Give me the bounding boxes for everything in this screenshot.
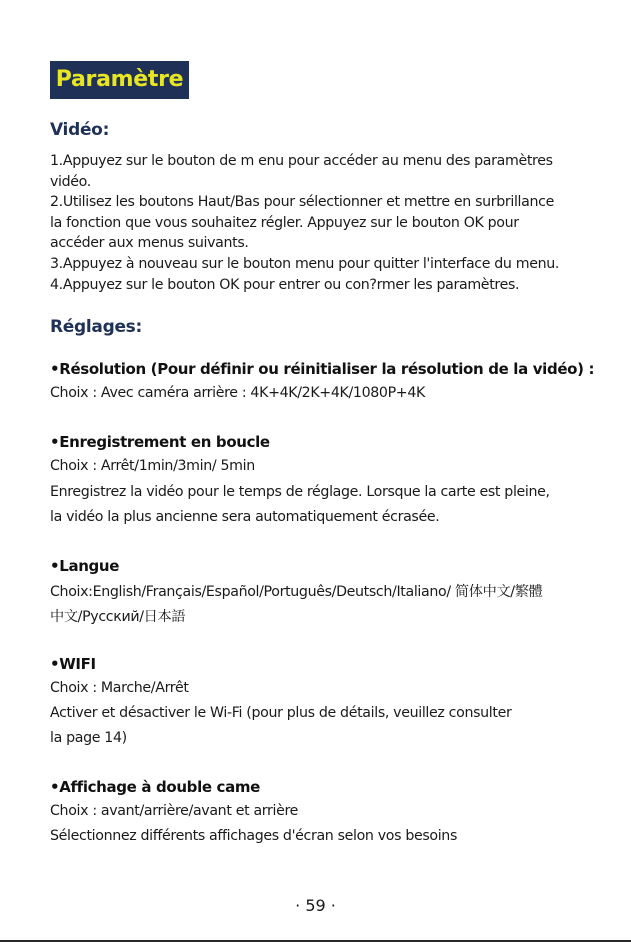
language-title: •Langue bbox=[50, 557, 120, 575]
video-line: vidéo. bbox=[50, 174, 91, 190]
video-line: accéder aux menus suivants. bbox=[50, 235, 249, 251]
language-choices: Choix:English/Français/Español/Português/Deutsch/Italiano/ 简体中文/繁體 bbox=[50, 584, 543, 600]
wifi-desc: la page 14) bbox=[50, 730, 127, 746]
loop-recording-desc: la vidéo la plus ancienne sera automatiquement écrasée. bbox=[50, 509, 440, 525]
wifi-title: •WIFI bbox=[50, 655, 96, 673]
loop-recording-choices: Choix : Arrêt/1min/3min/ 5min bbox=[50, 458, 255, 474]
video-line: la fonction que vous souhaitez régler. Appuyez sur le bouton OK pour bbox=[50, 215, 519, 231]
video-line: 3.Appuyez à nouveau sur le bouton menu pour quitter l'interface du menu. bbox=[50, 256, 560, 272]
page-title-banner: Paramètre bbox=[50, 61, 189, 99]
resolution-title: •Résolution (Pour définir ou réinitialiser la résolution de la vidéo) : bbox=[50, 360, 595, 378]
video-line: 4.Appuyez sur le bouton OK pour entrer ou con?rmer les paramètres. bbox=[50, 277, 520, 293]
wifi-desc: Activer et désactiver le Wi-Fi (pour plus de détails, veuillez consulter bbox=[50, 705, 512, 721]
page-number: · 59 · bbox=[295, 896, 336, 915]
video-line: 1.Appuyez sur le bouton de m enu pour accéder au menu des paramètres bbox=[50, 153, 553, 169]
resolution-choices: Choix : Avec caméra arrière : 4K+4K/2K+4K/1080P+4K bbox=[50, 385, 425, 401]
settings-heading: Réglages: bbox=[50, 317, 143, 337]
video-line: 2.Utilisez les boutons Haut/Bas pour sélectionner et mettre en surbrillance bbox=[50, 194, 554, 210]
dual-display-title: •Affichage à double came bbox=[50, 778, 260, 796]
language-choices: 中文/Русский/日本語 bbox=[50, 609, 186, 625]
loop-recording-title: •Enregistrement en boucle bbox=[50, 433, 270, 451]
loop-recording-desc: Enregistrez la vidéo pour le temps de réglage. Lorsque la carte est pleine, bbox=[50, 484, 550, 500]
bottom-divider bbox=[0, 940, 631, 942]
dual-display-desc: Sélectionnez différents affichages d'écran selon vos besoins bbox=[50, 828, 457, 844]
video-heading: Vidéo: bbox=[50, 120, 110, 140]
dual-display-choices: Choix : avant/arrière/avant et arrière bbox=[50, 803, 299, 819]
wifi-choices: Choix : Marche/Arrêt bbox=[50, 680, 189, 696]
